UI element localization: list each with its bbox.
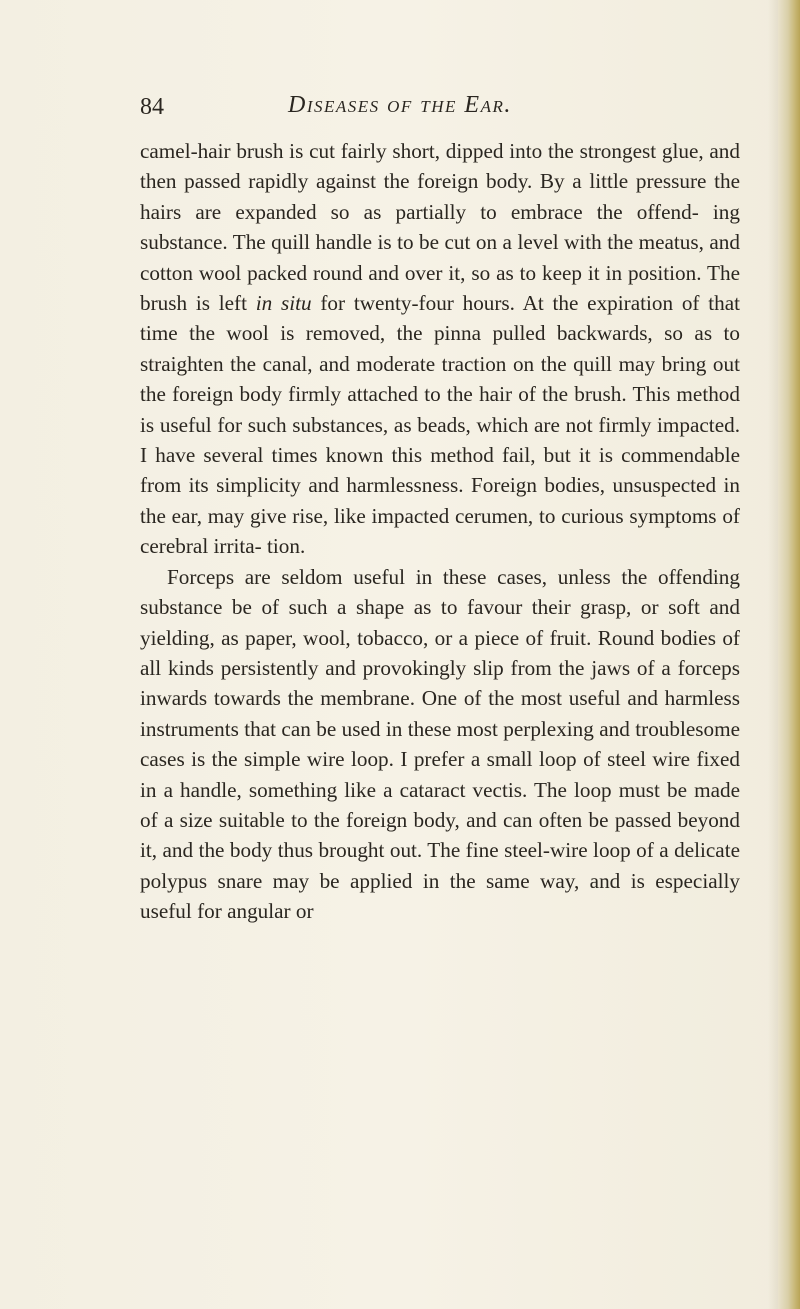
paragraph-2: Forceps are seldom useful in these cases, unless the offending substance be of such a shape as to favour their grasp, or soft and yielding, as paper, wool, tobacco, or a piece of fruit. Round bodies of all kinds persistently and provokingly slip from the jaws of a forceps inwards towards the membrane. One of the most useful and harmless instruments that can be used in these most perplexing and troublesome cases is the simple wire loop. I prefer a small loop of steel wire fixed in a handle, something like a cataract vectis. The loop must be made of a size suitable to the foreign body, and can often be passed beyond it, and the body thus brought out. The fine steel-wire loop of a delicate polypus snare may be applied in the same way, and is especially useful for angular or	[140, 564, 740, 924]
page-edge-shadow	[768, 0, 778, 1309]
page-header	[140, 92, 760, 128]
page-edge	[778, 0, 800, 1309]
italic-phrase: in situ	[255, 291, 312, 316]
paragraph-1	[140, 136, 740, 562]
running-title: Diseases of the Ear.	[288, 92, 512, 118]
paragraph-1-text-start: camel-hair brush is cut fairly short, dipped into the strongest glue, and then passed rapidly against the foreign body. By a little pressure the hairs are expanded so as partially to embrace the offend- ing substance. The quill handle is to be cut on a level with the meatus, and cotton wool packed round and over it, so as to keep it in position. The brush is left	[140, 139, 740, 316]
page-number: 84	[140, 94, 164, 120]
body-text	[140, 136, 740, 927]
paragraph-1-text-end: for twenty-four hours. At the expiration of that time the wool is removed, the pinna pulled backwards, so as to straighten the canal, and moderate traction on the quill may bring out the foreign body firmly attached to the hair of the brush. This method is useful for such substances, as beads, which are not firmly impacted. I have several times known this method fail, but it is commendable from its simplicity and harmlessness. Foreign bodies, unsuspected in the ear, may give rise, like impacted cerumen, to curious symptoms of cerebral irrita- tion.	[140, 291, 741, 559]
